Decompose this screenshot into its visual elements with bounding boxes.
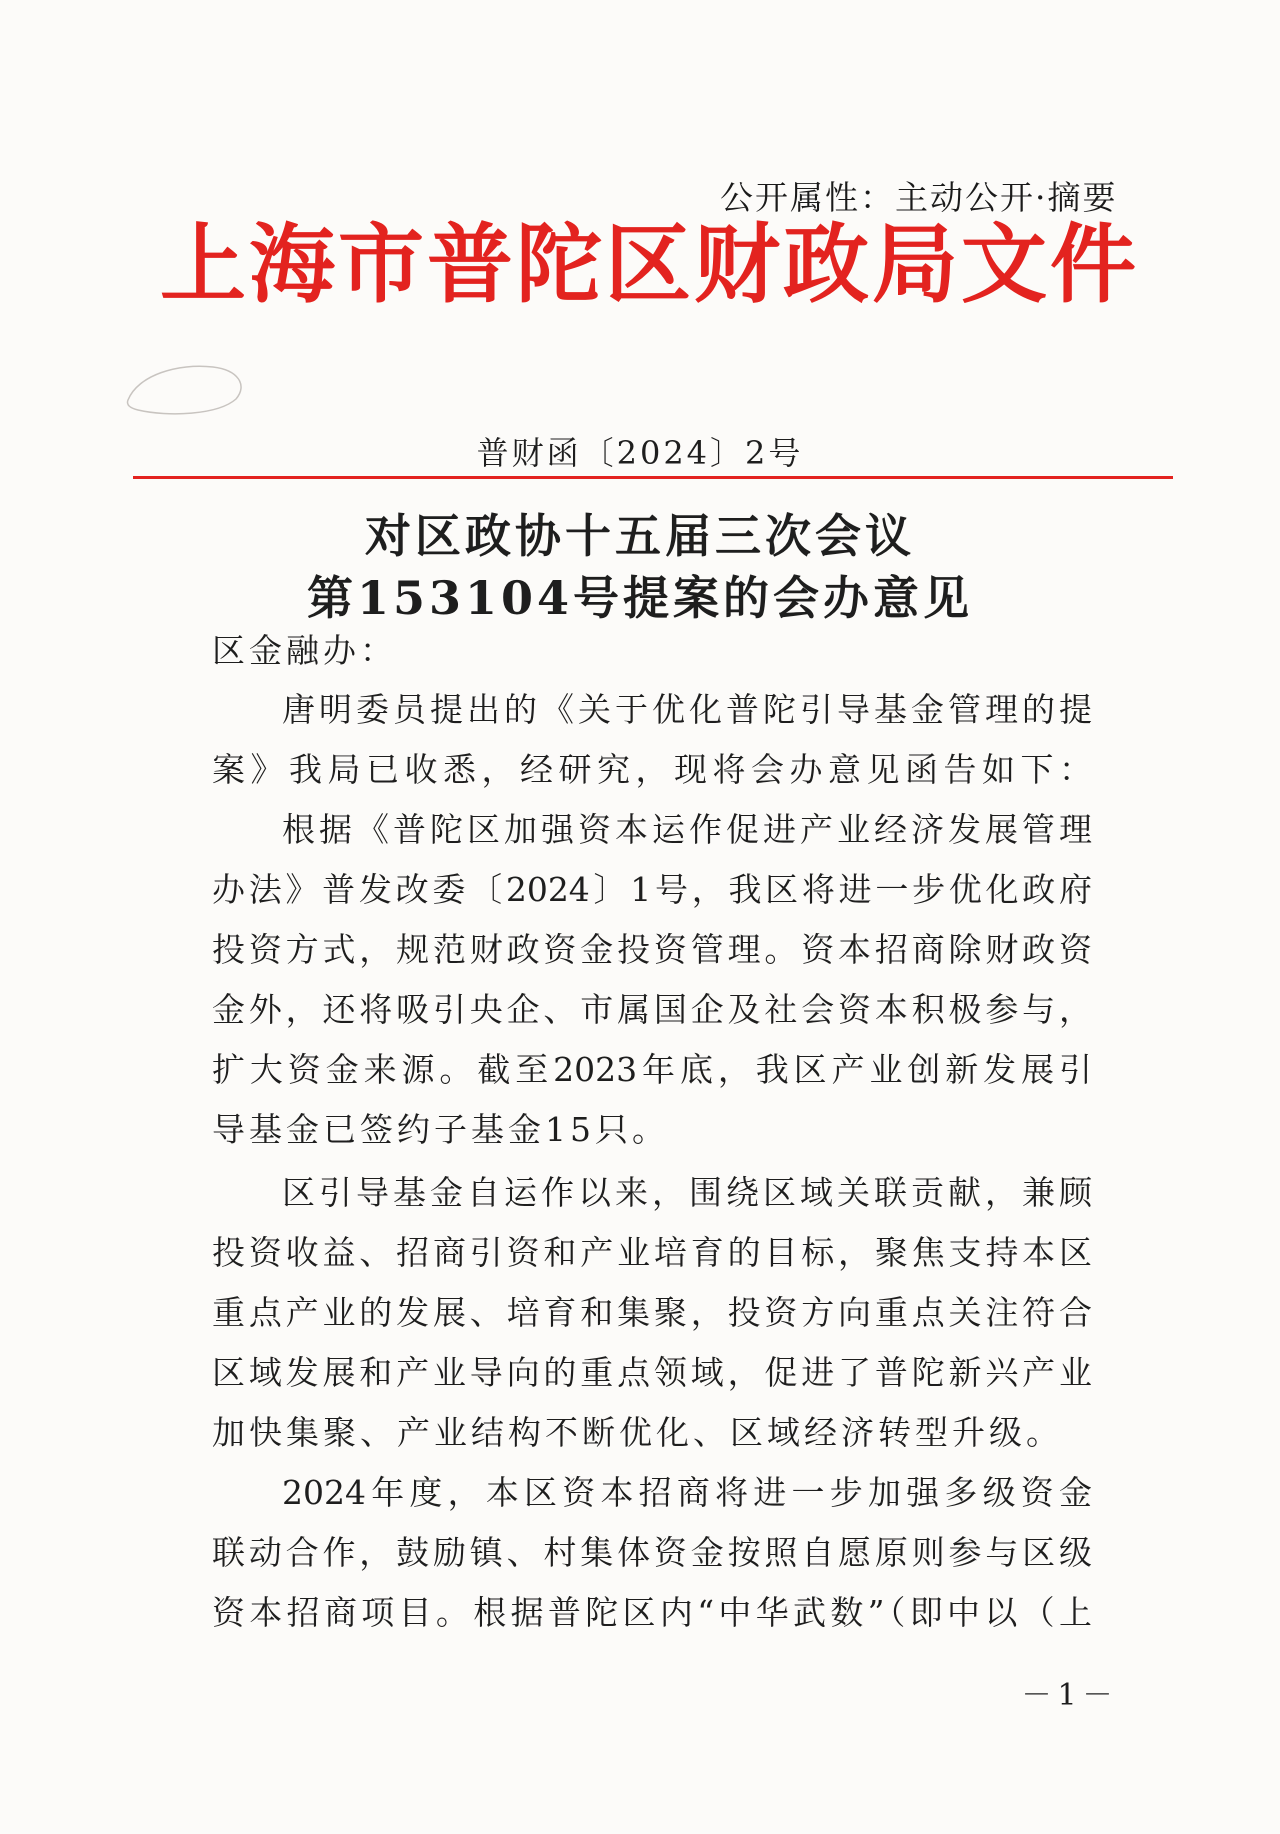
- body-line: 根据《普陀区加强资本运作促进产业经济发展管理: [282, 810, 1092, 849]
- body-line: 扩大资金来源。截至2023年底，我区产业创新发展引: [212, 1050, 1092, 1089]
- body-line: 区引导基金自运作以来，围绕区域关联贡献，兼顾: [282, 1173, 1092, 1212]
- paper-mark: [118, 355, 258, 425]
- body-line: 金外，还将吸引央企、市属国企及社会资本积极参与，: [212, 990, 1092, 1029]
- document-number: 普财函〔2024〕2号: [476, 434, 804, 472]
- body-line: 办法》普发改委〔2024〕1号，我区将进一步优化政府: [212, 870, 1092, 909]
- body-line: 投资方式，规范财政资金投资管理。资本招商除财政资: [212, 930, 1092, 969]
- recipient: 区金融办：: [212, 631, 397, 670]
- document-title-line-2: 第153104号提案的会办意见: [306, 571, 974, 625]
- body-line: 案》我局已收悉，经研究，现将会办意见函告如下：: [212, 750, 1092, 789]
- body-line: 导基金已签约子基金15只。: [212, 1110, 669, 1149]
- body-line: 区域发展和产业导向的重点领域，促进了普陀新兴产业: [212, 1353, 1092, 1392]
- body-line: 资本招商项目。根据普陀区内“中华武数”（即中以（上: [212, 1593, 1092, 1632]
- page-number: －1－: [1021, 1678, 1119, 1713]
- body-line: 唐明委员提出的《关于优化普陀引导基金管理的提: [282, 690, 1092, 729]
- disclosure-label: 公开属性：主动公开·摘要: [720, 178, 1118, 217]
- body-line: 重点产业的发展、培育和集聚，投资方向重点关注符合: [212, 1293, 1092, 1332]
- body-line: 联动合作，鼓励镇、村集体资金按照自愿原则参与区级: [212, 1533, 1092, 1572]
- document-title-line-1: 对区政协十五届三次会议: [365, 509, 915, 563]
- body-line: 投资收益、招商引资和产业培育的目标，聚焦支持本区: [212, 1233, 1092, 1272]
- issuer-title: 上海市普陀区财政局文件: [160, 217, 1139, 313]
- red-divider: [133, 476, 1173, 479]
- body-line: 加快集聚、产业结构不断优化、区域经济转型升级。: [212, 1413, 1063, 1452]
- body-line: 2024年度，本区资本招商将进一步加强多级资金: [282, 1473, 1092, 1512]
